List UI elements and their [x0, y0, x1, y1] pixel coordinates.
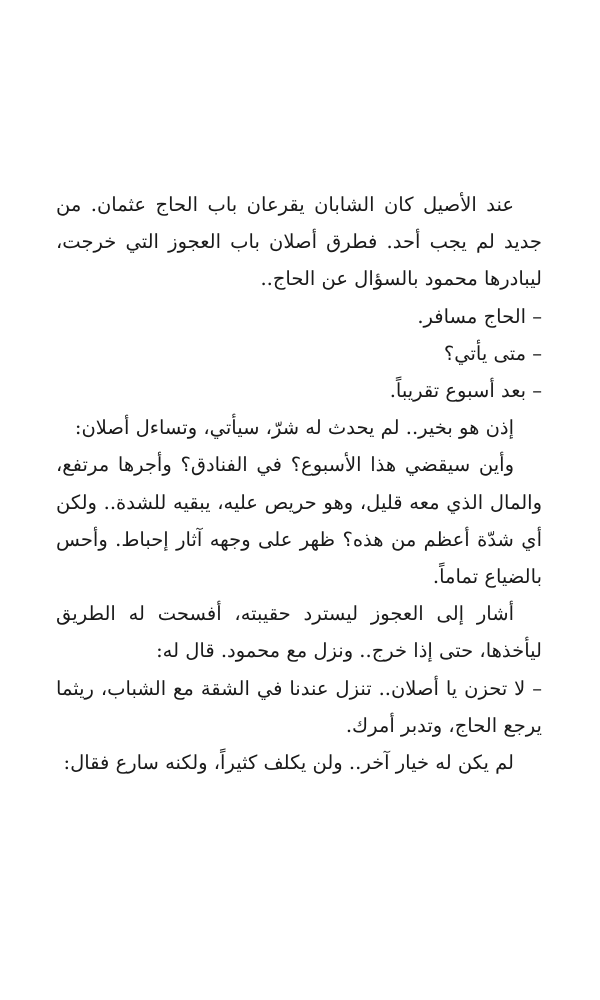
- paragraph-arrival: عند الأصيل كان الشابان يقرعان باب الحاج عثمان. من جديد لم يجب أحد. فطرق أصلان باب العجوز التي خرجت، ليبادرها محمود بالسؤال عن الحاج..: [56, 193, 542, 291]
- dialogue-line-when: – متى يأتي؟: [443, 341, 542, 365]
- paragraph-suitcase: أشار إلى العجوز ليسترد حقيبته، أفسحت له الطريق ليأخذها، حتى إذا خرج.. ونزل مع محمود. قال له:: [56, 602, 542, 663]
- paragraph-worry: وأين سيقضي هذا الأسبوع؟ في الفنادق؟ وأجرها مرتفع، والمال الذي معه قليل، وهو حريص عليه، يبقيه للشدة.. ولكن أي شدّة أعظم من هذه؟ ظهر على وجهه آثار إحباط. وأحس بالضياع تماماً.: [56, 453, 542, 589]
- paragraph-choice: لم يكن له خيار آخر.. ولن يكلف كثيراً، ولكنه سارع فقال:: [63, 751, 514, 775]
- dialogue-line-offer: – لا تحزن يا أصلان.. تنزل عندنا في الشقة مع الشباب، ريثما يرجع الحاج، وتدبر أمرك.: [56, 676, 542, 737]
- book-page-text: [56, 186, 542, 781]
- paragraph-relief: إذن هو بخير.. لم يحدث له شرّ، سيأتي، وتساءل أصلان:: [74, 416, 514, 440]
- dialogue-line-traveling: – الحاج مسافر.: [417, 304, 542, 328]
- dialogue-line-week: – بعد أسبوع تقريباً.: [389, 379, 542, 403]
